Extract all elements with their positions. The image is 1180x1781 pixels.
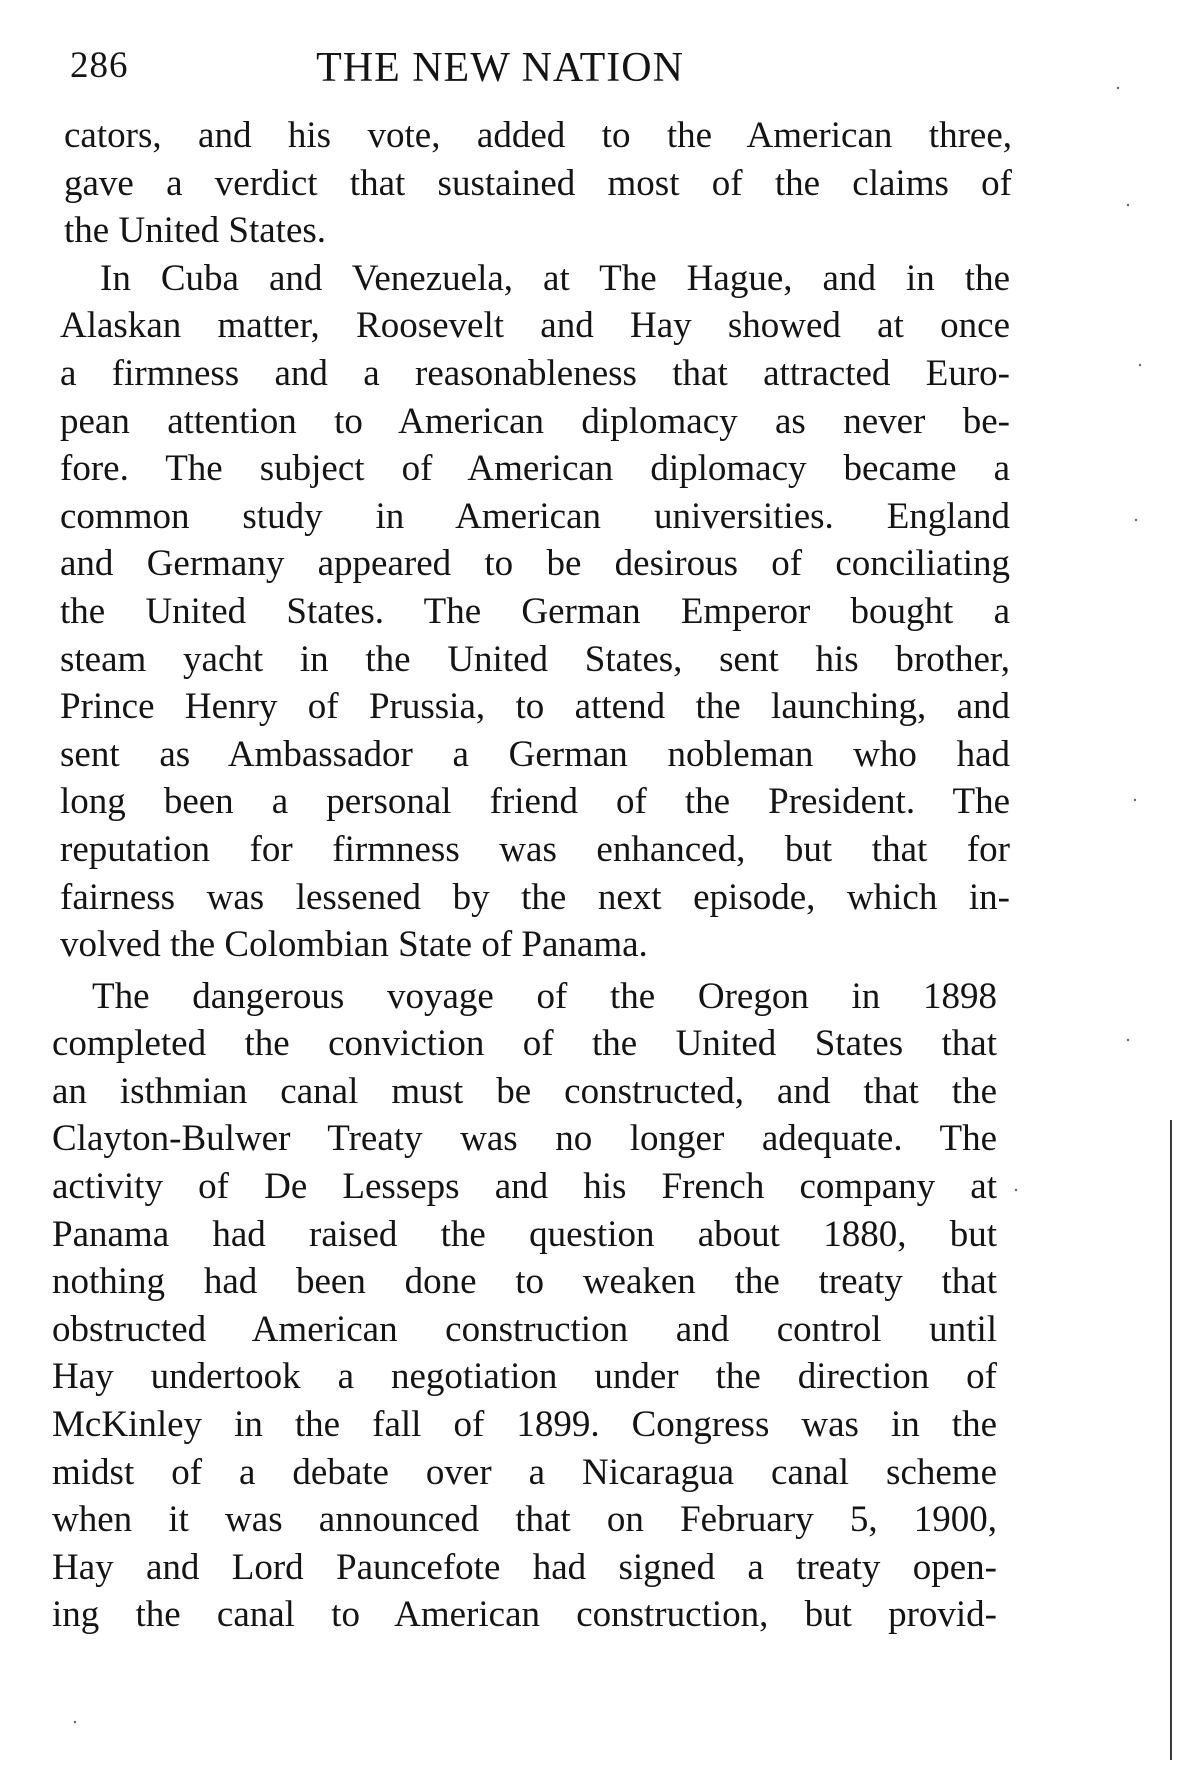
text-line: when it was announced that on February 5, 1900, <box>52 1499 997 1541</box>
text-line: a firmness and a reasonableness that attracted Euro- <box>60 352 1010 394</box>
text-line: cators, and his vote, added to the American three, <box>64 115 1012 156</box>
text-line: midst of a debate over a Nicaragua canal scheme <box>52 1451 997 1493</box>
page-number: 286 <box>70 45 129 86</box>
text-line: nothing had been done to weaken the treaty that <box>52 1261 997 1303</box>
text-line: the United States. The German Emperor bought a <box>60 590 1010 632</box>
text-line: The dangerous voyage of the Oregon in 1898 <box>92 975 997 1017</box>
paragraph-3 <box>52 973 997 1639</box>
text-line: In Cuba and Venezuela, at The Hague, and in the <box>100 257 1010 299</box>
text-line: fore. The subject of American diplomacy became a <box>60 448 1010 490</box>
text-line: steam yacht in the United States, sent his brother, <box>60 638 1010 680</box>
text-line: Hay undertook a negotiation under the direction of <box>52 1356 997 1398</box>
text-line: Panama had raised the question about 1880, but <box>52 1213 997 1255</box>
text-line: an isthmian canal must be constructed, and that the <box>52 1070 997 1112</box>
text-line: long been a personal friend of the President. The <box>60 781 1010 823</box>
text-line: reputation for firmness was enhanced, but that for <box>60 828 1010 870</box>
text-line: Prince Henry of Prussia, to attend the launching, and <box>60 686 1010 728</box>
text-line: activity of De Lesseps and his French company at <box>52 1166 997 1208</box>
text-line: Clayton-Bulwer Treaty was no longer adequate. The <box>52 1118 997 1160</box>
text-line: sent as Ambassador a German nobleman who had <box>60 733 1010 775</box>
text-line: common study in American universities. England <box>60 495 1010 537</box>
text-line: the United States. <box>64 210 327 252</box>
text-line: completed the conviction of the United States that <box>52 1023 997 1065</box>
text-line: gave a verdict that sustained most of the claims of <box>64 162 1012 204</box>
text-line: obstructed American construction and control until <box>52 1308 997 1350</box>
text-line: Hay and Lord Pauncefote had signed a treaty open- <box>52 1546 997 1588</box>
running-head <box>70 44 1010 104</box>
body-text <box>52 112 1012 1639</box>
text-line: and Germany appeared to be desirous of conciliating <box>60 543 1010 585</box>
text-line: Alaskan matter, Roosevelt and Hay showed at once <box>60 305 1010 347</box>
text-line: McKinley in the fall of 1899. Congress was in the <box>52 1404 997 1446</box>
paragraph-1 <box>64 112 1012 255</box>
text-line: pean attention to American diplomacy as never be- <box>60 400 1010 442</box>
text-line: fairness was lessened by the next episode, which in- <box>60 876 1010 918</box>
text-line: ing the canal to American construction, but provid- <box>52 1594 997 1636</box>
running-title: THE NEW NATION <box>316 45 684 91</box>
paragraph-2 <box>60 255 1010 969</box>
text-line: volved the Colombian State of Panama. <box>60 924 648 966</box>
scan-edge-line <box>1170 1120 1172 1760</box>
